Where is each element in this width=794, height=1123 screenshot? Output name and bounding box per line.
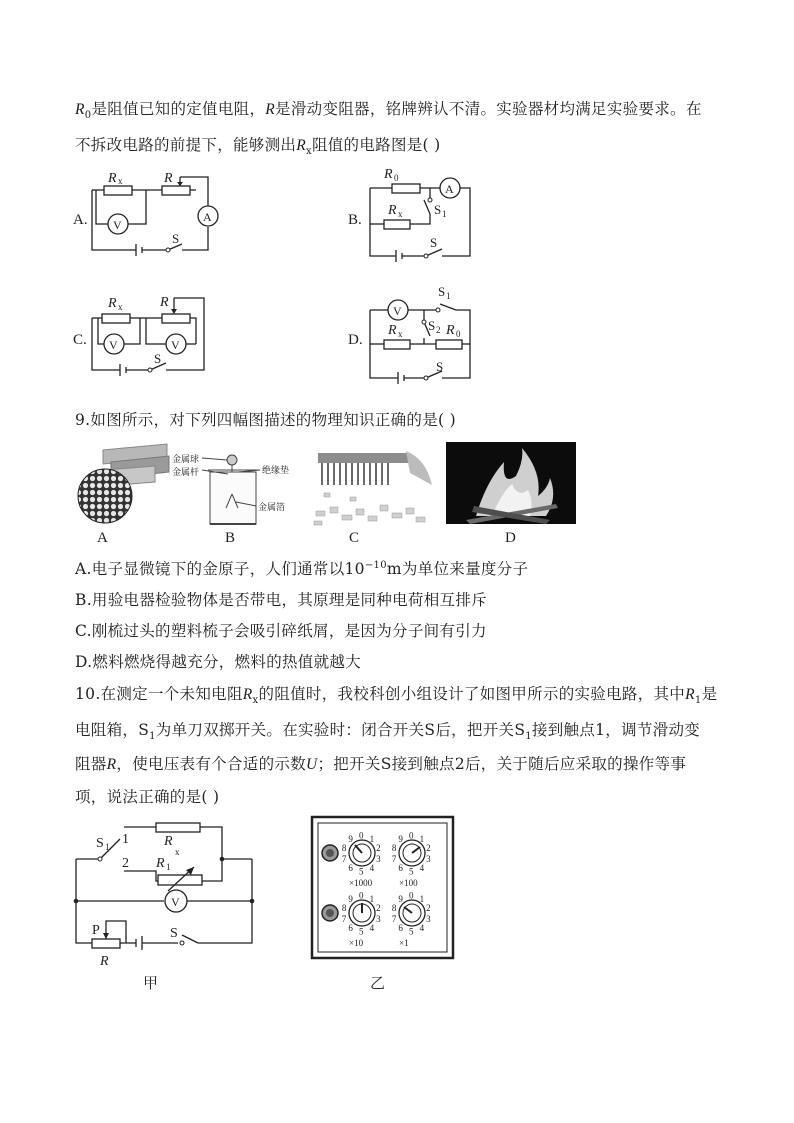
dial-digit: 4 bbox=[419, 923, 425, 934]
svg-text:x: x bbox=[398, 329, 403, 339]
svg-text:2: 2 bbox=[122, 856, 129, 871]
image-a-label: A bbox=[97, 530, 108, 546]
dial-digit: 8 bbox=[341, 842, 347, 853]
dial-digit: 7 bbox=[341, 854, 347, 865]
option-c-label: C. bbox=[73, 332, 87, 348]
option-a-label: A. bbox=[73, 212, 88, 228]
dial-digit: 0 bbox=[359, 830, 364, 841]
svg-text:0: 0 bbox=[456, 329, 461, 339]
svg-text:R: R bbox=[388, 323, 397, 338]
dial-digit: 2 bbox=[376, 902, 381, 913]
q10-stem-line2: 电阻箱，$S_1$为单刀双掷开关。在实验时：闭合开关S后，把开关$S_1$接到触点1，调节滑动变 bbox=[75, 721, 701, 743]
svg-text:S: S bbox=[428, 318, 436, 333]
dial-digit: 7 bbox=[391, 914, 397, 925]
comb-paper-image bbox=[310, 445, 435, 527]
svg-text:1: 1 bbox=[166, 862, 171, 872]
svg-text:1: 1 bbox=[105, 842, 110, 852]
figure-yi-caption: 乙 bbox=[370, 976, 386, 992]
dial-multiplier-label: ×100 bbox=[399, 878, 418, 888]
circuit-jia-diagram bbox=[70, 815, 260, 970]
q9-stem: 9.如图所示，对下列四幅图描述的物理知识正确的是( ) bbox=[75, 411, 456, 429]
image-b-label: B bbox=[225, 530, 236, 546]
svg-text:V: V bbox=[109, 338, 118, 352]
fire-image bbox=[446, 442, 576, 524]
q8-stem-line1: $R_0$是阻值已知的定值电阻，R是滑动变阻器，铭牌辨认不清。实验器材均满足实验要求。在 bbox=[75, 100, 702, 122]
dial-digit: 7 bbox=[341, 914, 347, 925]
svg-text:x: x bbox=[118, 176, 123, 186]
svg-text:R: R bbox=[388, 203, 397, 218]
dial-digit: 0 bbox=[359, 890, 364, 901]
q9-option-b[interactable]: B.用验电器检验物体是否带电，其原理是同种电荷相互排斥 bbox=[75, 591, 487, 609]
svg-text:R: R bbox=[100, 954, 109, 969]
figure-jia-caption: 甲 bbox=[143, 976, 159, 992]
svg-text:V: V bbox=[171, 338, 180, 352]
svg-text:R: R bbox=[446, 323, 455, 338]
dial-digit: 4 bbox=[369, 863, 375, 874]
dial-digit: 8 bbox=[341, 902, 347, 913]
dial-digit: 6 bbox=[348, 923, 353, 934]
circuit-d-diagram bbox=[366, 282, 481, 390]
dial-digit: 4 bbox=[369, 923, 375, 934]
q8-stem-line2: 不拆改电路的前提下，能够测出$R_x$阻值的电路图是( ) bbox=[75, 136, 441, 158]
svg-text:R: R bbox=[160, 295, 169, 310]
dial-multiplier-label: ×10 bbox=[349, 938, 364, 948]
svg-text:金属球: 金属球 bbox=[172, 454, 200, 464]
dial-digit: 4 bbox=[419, 863, 425, 874]
svg-text:S: S bbox=[154, 351, 162, 366]
circuit-a-diagram bbox=[88, 168, 223, 268]
q10-stem-line4: 项，说法正确的是( ) bbox=[75, 788, 220, 806]
q9-option-d[interactable]: D.燃料燃烧得越充分，燃料的热值就越大 bbox=[75, 653, 362, 671]
svg-text:P: P bbox=[92, 923, 100, 938]
svg-text:S: S bbox=[96, 836, 104, 851]
dial-digit: 5 bbox=[359, 866, 364, 877]
dial-digit: 3 bbox=[426, 854, 431, 865]
dial-digit: 5 bbox=[409, 926, 414, 937]
dial-digit: 0 bbox=[409, 890, 414, 901]
q9-option-a[interactable]: A.电子显微镜下的金原子，人们通常以$10^{-10}m$为单位来量度分子 bbox=[75, 559, 529, 578]
svg-text:S: S bbox=[438, 284, 446, 299]
circuit-a-switch-label: S bbox=[172, 231, 180, 246]
svg-text:S: S bbox=[434, 202, 442, 217]
resistance-box-image[interactable] bbox=[310, 815, 455, 960]
dial-digit: 8 bbox=[391, 842, 397, 853]
circuit-a-ammeter: A bbox=[203, 210, 212, 224]
circuit-a-voltmeter: V bbox=[113, 218, 122, 232]
svg-text:x: x bbox=[175, 847, 180, 857]
q9-option-c[interactable]: C.刚梳过头的塑料梳子会吸引碎纸屑，是因为分子间有引力 bbox=[75, 622, 487, 640]
dial-digit: 9 bbox=[398, 833, 403, 844]
svg-text:R: R bbox=[156, 856, 165, 871]
dial-digit: 1 bbox=[419, 893, 425, 904]
image-c-label: C bbox=[349, 530, 360, 546]
dial-digit: 5 bbox=[409, 866, 414, 877]
dial-digit: 1 bbox=[419, 833, 425, 844]
svg-text:S: S bbox=[436, 359, 444, 374]
gold-atom-micrograph bbox=[75, 440, 170, 525]
q10-stem-line3: 阻器R，使电压表有个合适的示数U；把开关S接到触点2后，关于随后应采取的操作等事 bbox=[75, 755, 687, 773]
dial-digit: 2 bbox=[426, 842, 431, 853]
dial-digit: 5 bbox=[359, 926, 364, 937]
dial-digit: 9 bbox=[348, 893, 353, 904]
svg-text:金属箔: 金属箔 bbox=[258, 502, 286, 512]
svg-text:绝缘垫: 绝缘垫 bbox=[262, 465, 290, 475]
electroscope-image bbox=[172, 450, 302, 530]
dial-digit: 9 bbox=[348, 833, 353, 844]
dial-multiplier-label: ×1 bbox=[399, 938, 409, 948]
svg-text:R: R bbox=[108, 296, 117, 311]
svg-text:V: V bbox=[393, 304, 402, 318]
svg-text:R: R bbox=[384, 167, 393, 182]
dial-digit: 2 bbox=[376, 842, 381, 853]
svg-text:S: S bbox=[430, 235, 438, 250]
option-d-label: D. bbox=[348, 332, 363, 348]
svg-text:1: 1 bbox=[442, 209, 447, 219]
svg-text:S: S bbox=[170, 926, 178, 941]
q10-stem-line1: 10.在测定一个未知电阻$R_x$的阻值时，我校科创小组设计了如图甲所示的实验电路，其中$R_1$是 bbox=[75, 685, 718, 707]
svg-text:0: 0 bbox=[394, 173, 399, 183]
circuit-a-r-label: R bbox=[164, 171, 173, 186]
dial-digit: 6 bbox=[398, 863, 403, 874]
image-d-label: D bbox=[505, 530, 516, 546]
dial-digit: 8 bbox=[391, 902, 397, 913]
svg-text:1: 1 bbox=[446, 291, 451, 301]
dial-digit: 6 bbox=[348, 863, 353, 874]
circuit-a-rx-label: R bbox=[108, 171, 117, 186]
svg-text:R: R bbox=[164, 834, 173, 849]
circuit-b-diagram bbox=[366, 162, 481, 272]
dial-multiplier-label: ×1000 bbox=[349, 878, 373, 888]
dial-digit: 3 bbox=[426, 914, 431, 925]
svg-text:V: V bbox=[171, 895, 180, 909]
svg-text:x: x bbox=[118, 302, 123, 312]
svg-text:2: 2 bbox=[436, 325, 441, 335]
svg-text:A: A bbox=[445, 182, 454, 196]
dial-digit: 3 bbox=[376, 854, 381, 865]
dial-digit: 2 bbox=[426, 902, 431, 913]
dial-digit: 9 bbox=[398, 893, 403, 904]
circuit-c-diagram bbox=[88, 290, 213, 385]
svg-text:x: x bbox=[398, 209, 403, 219]
dial-digit: 1 bbox=[369, 893, 375, 904]
dial-digit: 1 bbox=[369, 833, 375, 844]
option-b-label: B. bbox=[348, 212, 362, 228]
svg-text:1: 1 bbox=[122, 832, 129, 847]
dial-digit: 0 bbox=[409, 830, 414, 841]
dial-digit: 7 bbox=[391, 854, 397, 865]
dial-digit: 6 bbox=[398, 923, 403, 934]
svg-text:金属杆: 金属杆 bbox=[172, 467, 200, 477]
dial-digit: 3 bbox=[376, 914, 381, 925]
